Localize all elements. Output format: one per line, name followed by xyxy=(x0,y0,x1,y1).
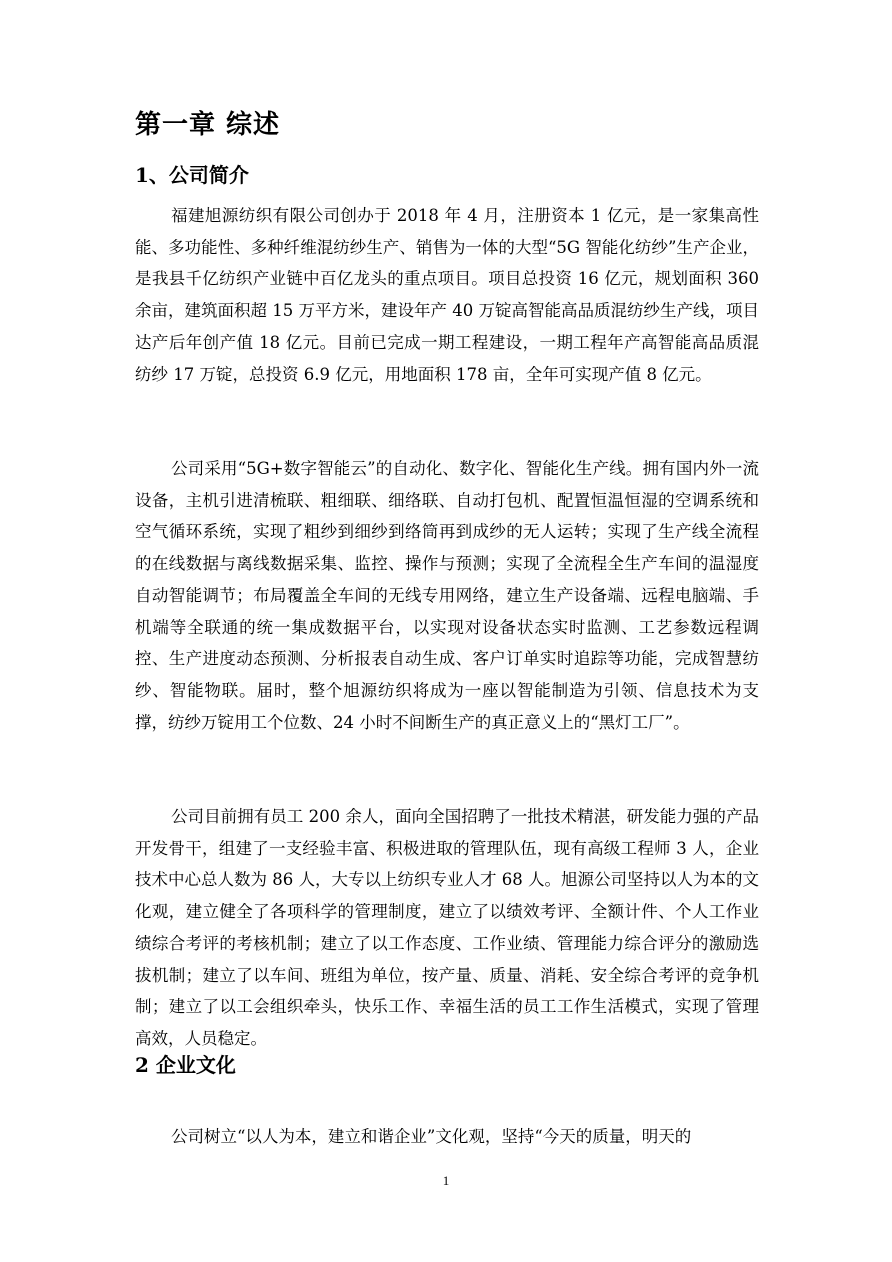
page-number: 1 xyxy=(442,1173,450,1188)
paragraph-company-overview: 福建旭源纺织有限公司创办于 2018 年 4 月，注册资本 1 亿元，是一家集高性能、多功能性、多种纤维混纺纱生产、销售为一体的大型“5G 智能化纺纱”生产企业，是我县千亿纺织产业链中百亿龙头的重点项目。项目总投资 16 亿元，规划面积 360 余亩，建筑面积超 15 万平方米，建设年产 40 万锭高智能高品质混纺纱生产线，项目达产后年创产值 18 亿元。目前已完成一期工程建设，一期工程年产高智能高品质混纺纱 17 万锭，总投资 6.9 亿元，用地面积 178 亩，全年可实现产值 8 亿元。 xyxy=(135,206,759,384)
chapter-title: 第一章 综述 xyxy=(135,110,281,140)
paragraph-culture-intro: 公司树立“以人为本，建立和谐企业”文化观，坚持“今天的质量，明天的 xyxy=(171,1127,692,1146)
section-title-company-profile: 1、公司简介 xyxy=(135,163,249,187)
paragraph-staff-management: 公司目前拥有员工 200 余人，面向全国招聘了一批技术精湛，研发能力强的产品开发骨干，组建了一支经验丰富、积极进取的管理队伍，现有高级工程师 3 人，企业技术中心总人数为 86 人，大专以上纺织专业人才 68 人。旭源公司坚持以人为本的文化观，建立健全了各项科学的管理制度，建立了以绩效考评、全额计件、个人工作业绩综合考评的考核机制；建立了以工作态度、工作业绩、管理能力综合评分的激励选拔机制；建立了以车间、班组为单位，按产量、质量、消耗、安全综合考评的竞争机制；建立了以工会组织牵头，快乐工作、幸福生活的员工工作生活模式，实现了管理高效，人员稳定。 xyxy=(135,807,759,1048)
section-title-corporate-culture: 2 企业文化 xyxy=(135,1053,236,1077)
paragraph-smart-production: 公司采用“5G+数字智能云”的自动化、数字化、智能化生产线。拥有国内外一流设备，主机引进清梳联、粗细联、细络联、自动打包机、配置恒温恒湿的空调系统和空气循环系统，实现了粗纱到细纱到络筒再到成纱的无人运转；实现了生产线全流程的在线数据与离线数据采集、监控、操作与预测；实现了全流程全生产车间的温湿度自动智能调节；布局覆盖全车间的无线专用网络，建立生产设备端、远程电脑端、手机端等全联通的统一集成数据平台，以实现对设备状态实时监测、工艺参数远程调控、生产进度动态预测、分析报表自动生成、客户订单实时追踪等功能，完成智慧纺纱、智能物联。届时，整个旭源纺织将成为一座以智能制造为引领、信息技术为支撑，纺纱万锭用工个位数、24 小时不间断生产的真正意义上的“黑灯工厂”。 xyxy=(135,459,759,732)
